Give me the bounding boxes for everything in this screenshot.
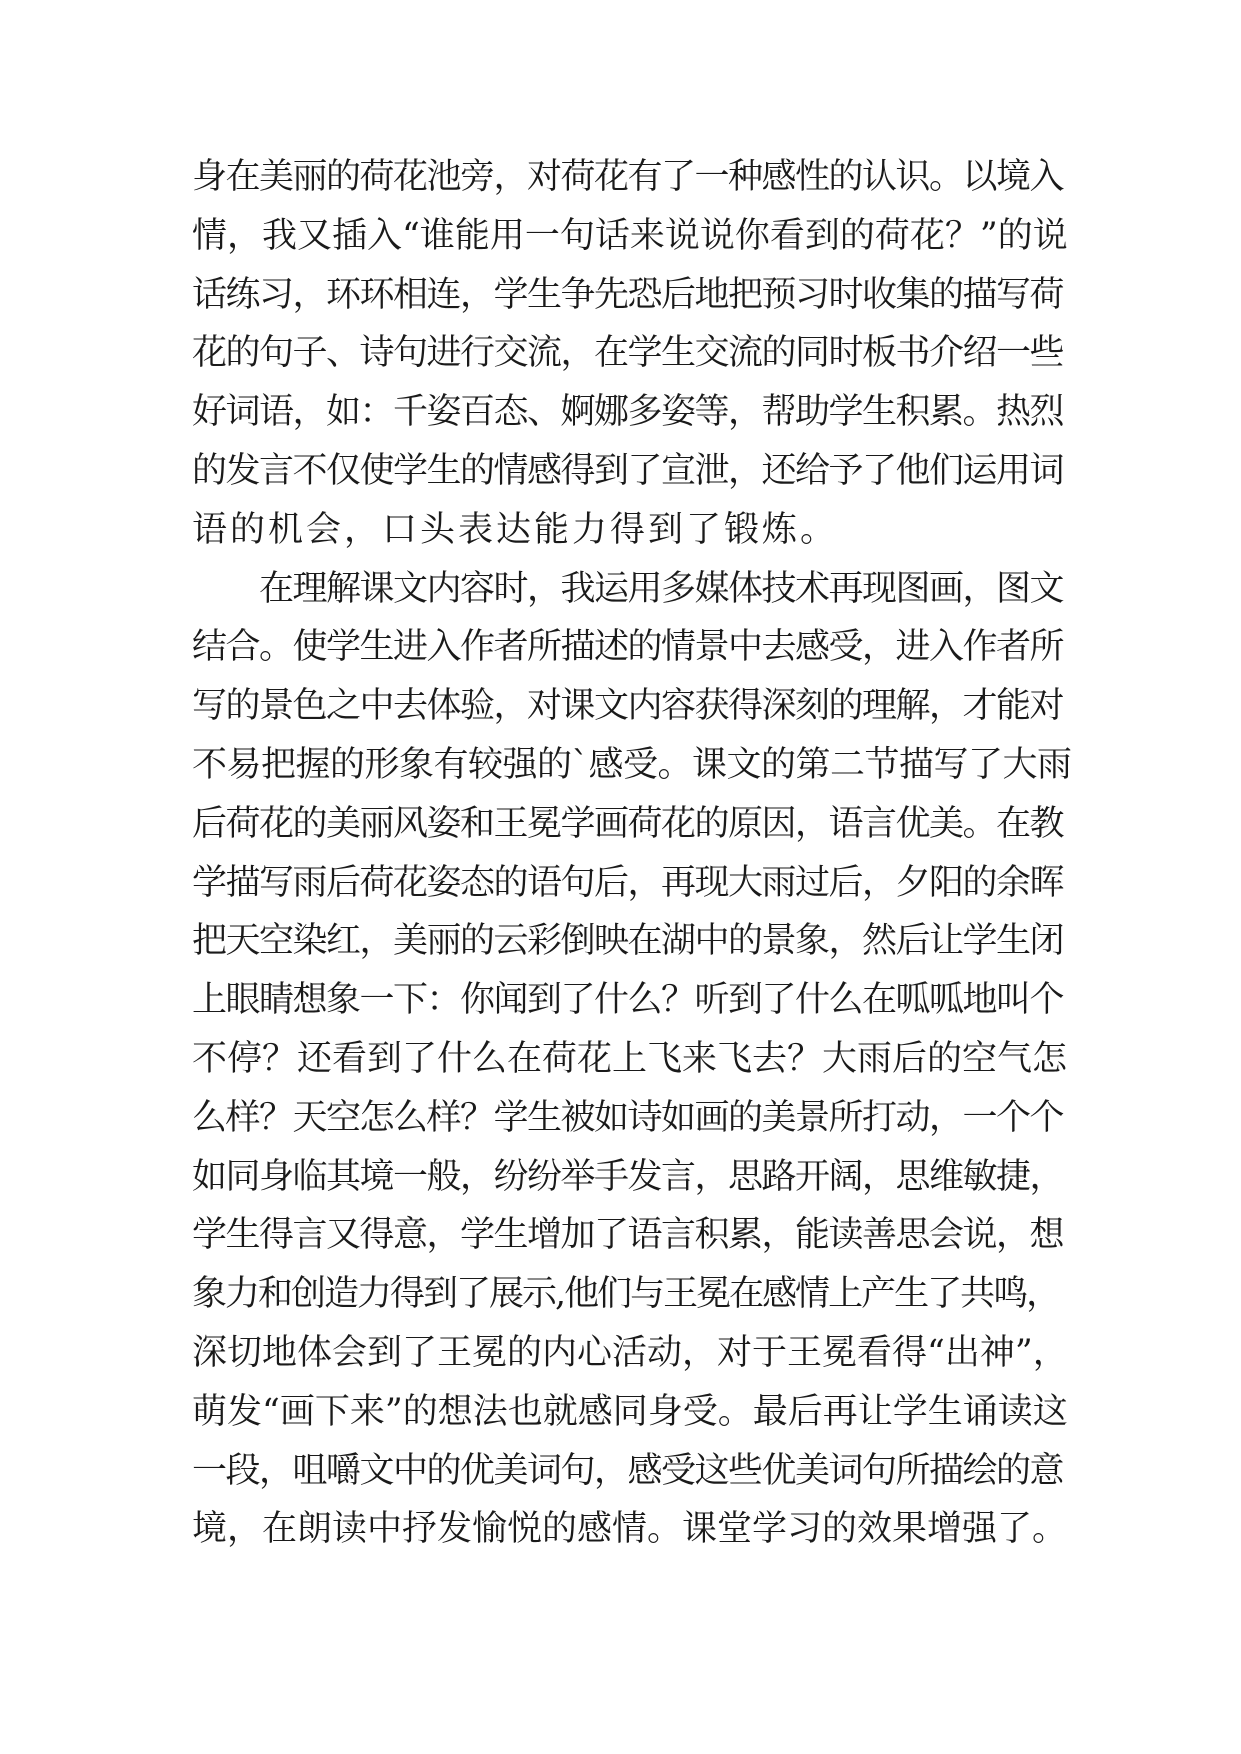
text-line: 不易把握的形象有较强的`感受。课文的第二节描写了大雨 — [192, 744, 1072, 785]
text-line: 象力和创造力得到了展示,他们与王冕在感情上产生了共鸣， — [192, 1274, 1060, 1315]
text-line: 深切地体会到了王冕的内心活动，对于王冕看得“出神”， — [192, 1332, 1068, 1373]
text-line: 学描写雨后荷花姿态的语句后，再现大雨过后，夕阳的余晖 — [192, 862, 1064, 903]
text-line: 如同身临其境一般，纷纷举手发言，思路开阔，思维敏捷， — [192, 1156, 1064, 1197]
text-line: 写的景色之中去体验，对课文内容获得深刻的理解，才能对 — [192, 686, 1064, 727]
paragraph — [192, 560, 1072, 1560]
text-line: 的发言不仅使学生的情感得到了宣泄，还给予了他们运用词 — [192, 450, 1064, 491]
text-line: 结合。使学生进入作者所描述的情景中去感受，进入作者所 — [192, 627, 1064, 668]
text-line: 身在美丽的荷花池旁，对荷花有了一种感性的认识。以境入 — [192, 157, 1064, 197]
text-line: 把天空染红，美丽的云彩倒映在湖中的景象，然后让学生闭 — [192, 921, 1064, 962]
paragraph — [192, 148, 1072, 560]
text-line: 上眼睛想象一下：你闻到了什么？听到了什么在呱呱地叫个 — [192, 980, 1064, 1021]
text-line: 情，我又插入“谁能用一句话来说说你看到的荷花？”的说 — [192, 215, 1068, 256]
text-line: 好词语，如：千姿百态、婀娜多姿等，帮助学生积累。热烈 — [192, 392, 1064, 433]
text-line: 么样？天空怎么样？学生被如诗如画的美景所打动，一个个 — [192, 1097, 1064, 1138]
body-text — [192, 148, 1072, 1559]
text-line: 在理解课文内容时，我运用多媒体技术再现图画，图文 — [192, 568, 1064, 609]
text-line: 境，在朗读中抒发愉悦的感情。课堂学习的效果增强了。 — [192, 1509, 1068, 1550]
text-line: 学生得言又得意，学生增加了语言积累，能读善思会说，想 — [192, 1215, 1064, 1256]
text-line: 不停？还看到了什么在荷花上飞来飞去？大雨后的空气怎 — [192, 1038, 1068, 1079]
text-line: 语的机会，口头表达能力得到了锻炼。 — [192, 509, 839, 550]
text-line: 一段，咀嚼文中的优美词句，感受这些优美词句所描绘的意 — [192, 1450, 1064, 1491]
text-line: 话练习，环环相连，学生争先恐后地把预习时收集的描写荷 — [192, 274, 1064, 315]
text-line: 萌发“画下来”的想法也就感同身受。最后再让学生诵读这 — [192, 1391, 1068, 1432]
text-line: 花的句子、诗句进行交流，在学生交流的同时板书介绍一些 — [192, 333, 1064, 374]
text-line: 后荷花的美丽风姿和王冕学画荷花的原因，语言优美。在教 — [192, 803, 1064, 844]
